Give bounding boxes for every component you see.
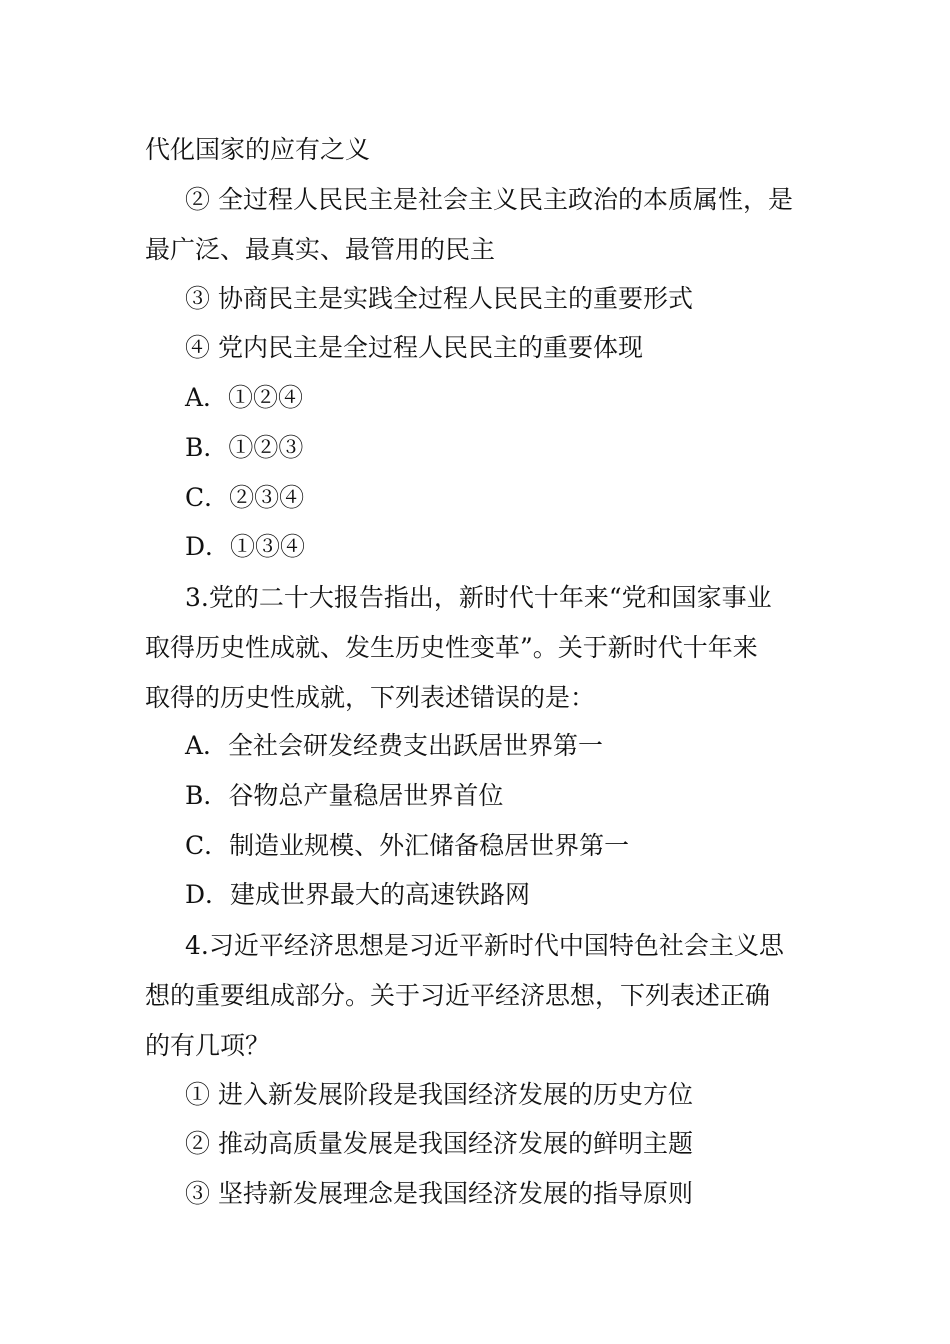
statement-1: ① 进入新发展阶段是我国经济发展的历史方位: [185, 1080, 693, 1109]
statement-2: ② 全过程人民民主是社会主义民主政治的本质属性，是: [185, 185, 793, 214]
option-b: B．谷物总产量稳居世界首位: [185, 781, 504, 810]
option-a: A．①②④: [185, 383, 304, 412]
statement-3: ③ 坚持新发展理念是我国经济发展的指导原则: [185, 1179, 693, 1208]
option-a: A．全社会研发经费支出跃居世界第一: [185, 731, 604, 760]
option-d: D．①③④: [185, 532, 306, 561]
option-b: B．①②③: [185, 433, 304, 462]
text-line: 取得的历史性成就，下列表述错误的是：: [145, 683, 596, 712]
option-d: D．建成世界最大的高速铁路网: [185, 880, 531, 909]
option-c: C．②③④: [185, 483, 305, 512]
option-c: C．制造业规模、外汇储备稳居世界第一: [185, 831, 630, 860]
text-line: 代化国家的应有之义: [145, 135, 371, 164]
text-line: 最广泛、最真实、最管用的民主: [145, 235, 496, 264]
question-3: 3.党的二十大报告指出，新时代十年来“党和国家事业: [185, 583, 772, 612]
question-4: 4.习近平经济思想是习近平新时代中国特色社会主义思: [185, 931, 784, 960]
statement-3: ③ 协商民主是实践全过程人民民主的重要形式: [185, 284, 693, 313]
statement-4: ④ 党内民主是全过程人民民主的重要体现: [185, 333, 643, 362]
statement-2: ② 推动高质量发展是我国经济发展的鲜明主题: [185, 1129, 693, 1158]
text-line: 想的重要组成部分。关于习近平经济思想，下列表述正确: [145, 981, 771, 1010]
text-line: 的有几项？: [145, 1031, 271, 1060]
text-line: 取得历史性成就、发生历史性变革”。关于新时代十年来: [145, 633, 758, 662]
